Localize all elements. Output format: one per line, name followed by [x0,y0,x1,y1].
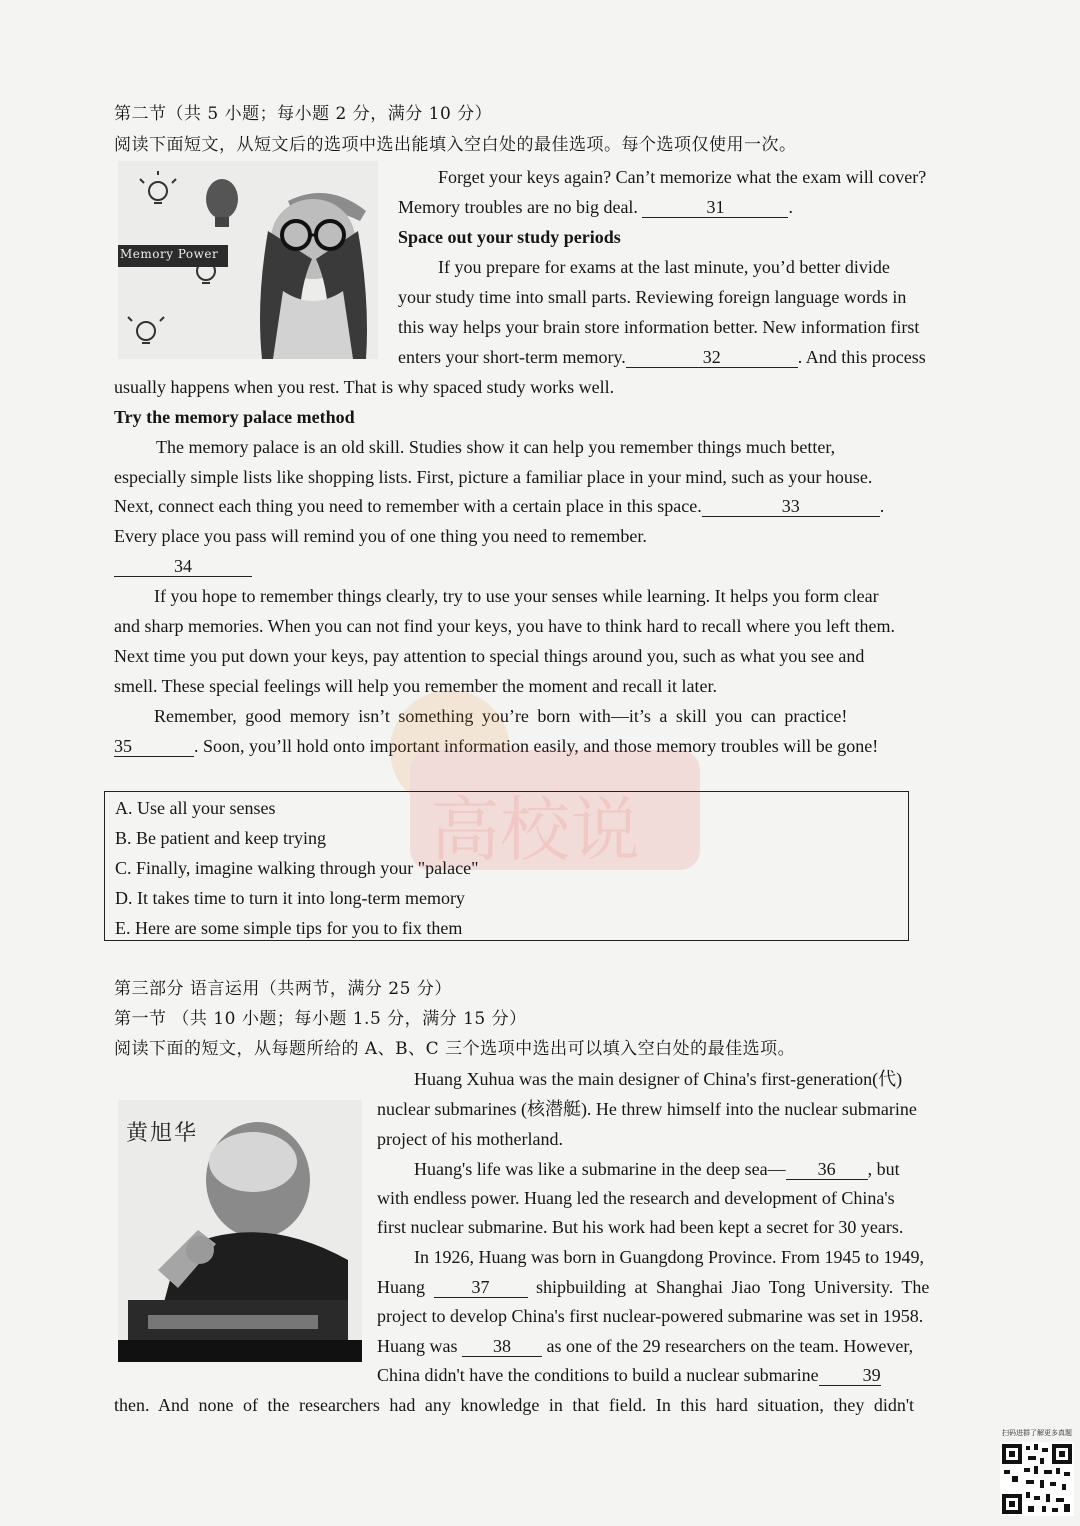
passage-text: Huang [377,1277,425,1297]
passage-text: Huang's life was like a submarine in the deep sea— [414,1159,786,1179]
passage-line: In 1926, Huang was born in Guangdong Province. From 1945 to 1949, [414,1247,924,1267]
option-b: B. Be patient and keep trying [115,828,326,848]
huang-portrait-image [118,1100,362,1362]
passage-text: , but [867,1159,900,1179]
passage-line [114,494,884,518]
option-d: D. It takes time to turn it into long-term memory [115,888,465,908]
passage-line: nuclear submarines (核潜艇). He threw himself into the nuclear submarine [377,1099,917,1119]
passage-text: Memory troubles are no big deal. [398,197,638,217]
passage-text: enters your short-term memory. [398,347,626,367]
qr-code-icon[interactable] [1000,1442,1074,1516]
passage-line [398,345,926,369]
passage-text: shipbuilding at Shanghai Jiao Tong University. The [536,1277,930,1297]
passage-line: especially simple lists like shopping lists. First, picture a familiar place in your mind, such as your house. [114,467,873,487]
passage-line: your study time into small parts. Reviewing foreign language words in [398,287,907,307]
blank-38: 38 [462,1336,542,1357]
options-box [104,791,909,941]
section-instruction: 阅读下面短文，从短文后的选项中选出能填入空白处的最佳选项。每个选项仅使用一次。 [114,135,797,155]
passage-line: Remember, good memory isn’t something you’re born with—it’s a skill you can practice! [154,706,848,726]
passage-line: If you hope to remember things clearly, try to use your senses while learning. It helps you form clear [154,586,879,606]
passage-line: with endless power. Huang led the research and development of China's [377,1188,895,1208]
blank-36: 36 [786,1159,868,1180]
passage-line: usually happens when you rest. That is why spaced study works well. [114,377,615,397]
qr-caption: 扫码进群了解更多真题 [1002,1429,1072,1437]
part3-instruction: 阅读下面的短文，从每题所给的 A、B、C 三个选项中选出可以填入空白处的最佳选项。 [114,1039,796,1059]
passage-text: . Soon, you’ll hold onto important information easily, and those memory troubles will be gone! [194,736,879,756]
option-a: A. Use all your senses [115,798,276,818]
blank-33: 33 [702,496,880,517]
passage-line [414,1157,900,1181]
passage-text: . And this process [797,347,926,367]
passage-line: this way helps your brain store information better. New information first [398,317,920,337]
subheading-memory-palace: Try the memory palace method [114,407,355,427]
passage-line: Next time you put down your keys, pay attention to special things around you, such as what you see and [114,646,865,666]
blank-39: 39 [819,1365,881,1386]
passage-line: project to develop China's first nuclear-powered submarine was set in 1958. [377,1306,924,1326]
blank-34: 34 [114,556,252,577]
option-c: C. Finally, imagine walking through your "palace" [115,858,479,878]
passage-line [114,734,878,758]
blank-32: 32 [626,347,798,368]
part3-subheading: 第一节 （共 10 小题；每小题 1.5 分，满分 15 分） [114,1009,527,1029]
memory-power-caption: Memory Power [120,247,219,261]
passage-line: If you prepare for exams at the last minute, you’d better divide [438,257,890,277]
passage-line [377,1275,929,1299]
blank-31: 31 [642,197,788,218]
passage-line [377,1363,881,1387]
passage-text: . [788,197,793,217]
passage-line: then. And none of the researchers had any knowledge in that field. In this hard situation, they didn't [114,1395,915,1415]
memory-power-image [118,161,378,359]
passage-text: Huang was [377,1336,458,1356]
passage-line: project of his motherland. [377,1129,563,1149]
watermark-text: 高校说 [430,789,640,871]
passage-text: China didn't have the conditions to build a nuclear submarine [377,1365,819,1385]
blank-35: 35 [114,736,194,757]
passage-line [398,195,793,219]
passage-line: first nuclear submarine. But his work had been kept a secret for 30 years. [377,1217,904,1237]
part3-heading: 第三部分 语言运用（共两节，满分 25 分） [114,979,452,999]
passage-text: . [879,496,885,516]
passage-line: Forget your keys again? Can’t memorize what the exam will cover? [438,167,927,187]
passage-line: Huang Xuhua was the main designer of China's first-generation(代) [414,1069,903,1089]
portrait-signature: 黄旭华 [126,1121,199,1146]
option-e: E. Here are some simple tips for you to fix them [115,918,463,938]
section-heading: 第二节（共 5 小题；每小题 2 分，满分 10 分） [114,104,493,124]
passage-text: as one of the 29 researchers on the team. However, [546,1336,914,1356]
passage-line: smell. These special feelings will help you remember the moment and recall it later. [114,676,717,696]
blank-37: 37 [434,1277,528,1298]
passage-text: Next, connect each thing you need to remember with a certain place in this space. [114,496,702,516]
subheading-space-out: Space out your study periods [398,227,621,247]
passage-line: The memory palace is an old skill. Studies show it can help you remember things much better, [156,437,836,457]
passage-line [377,1334,913,1358]
passage-line: Every place you pass will remind you of one thing you need to remember. [114,526,647,546]
passage-line [114,554,252,578]
passage-line: and sharp memories. When you can not find your keys, you have to think hard to recall where you left them. [114,616,895,636]
